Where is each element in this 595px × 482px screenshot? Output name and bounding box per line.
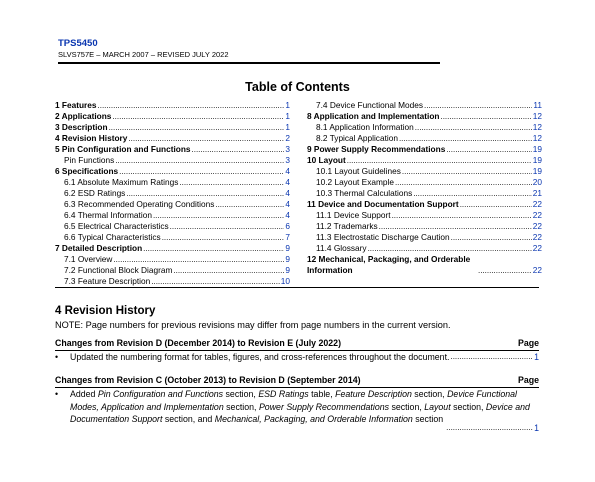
toc-entry-page-link[interactable]: 22 (532, 243, 542, 253)
toc-entry-label: 11.3 Electrostatic Discharge Caution (316, 232, 450, 242)
toc-entry-page-link[interactable]: 3 (285, 155, 290, 165)
change-heading-text: Changes from Revision C (October 2013) to Revision D (September 2014) (55, 375, 361, 385)
section-name: Pin Configuration and Functions (97, 389, 224, 399)
toc-entry-page-link[interactable]: 9 (285, 265, 290, 275)
leader-dots (440, 111, 531, 122)
toc-entry-page-link[interactable]: 22 (532, 199, 542, 209)
change-text-fragment: section, (223, 389, 259, 399)
toc-entry-label: 3 Description (55, 122, 108, 132)
toc-entry-label: 8.2 Typical Application (316, 133, 398, 143)
toc-entry-label: 2 Applications (55, 111, 112, 121)
toc-entry[interactable] (307, 111, 542, 122)
toc-entry[interactable] (307, 166, 542, 177)
toc-entry[interactable] (55, 254, 290, 265)
toc-entry-page-link[interactable]: 4 (285, 210, 290, 220)
change-text-fragment: section, (389, 401, 425, 412)
change-text-fragment: section, (450, 401, 486, 412)
leader-dots (451, 232, 532, 243)
bullet-icon: • (55, 352, 59, 362)
leader-dots (415, 122, 532, 133)
toc-entry[interactable] (55, 155, 290, 166)
toc-entry-label: 5 Pin Configuration and Functions (55, 144, 191, 154)
leader-dots (446, 422, 533, 435)
leader-dots (395, 177, 532, 188)
revision-history-title: 4 Revision History (55, 305, 156, 317)
toc-entry[interactable] (55, 166, 290, 177)
section-name: Feature Description (335, 389, 412, 399)
change-heading-d-to-e (55, 338, 539, 348)
toc-bottom-rule (55, 287, 539, 288)
toc-entry-page-link[interactable]: 10 (280, 276, 290, 286)
change-heading-text: Changes from Revision D (December 2014) to Revision E (July 2022) (55, 338, 341, 348)
toc-right-column (307, 100, 542, 276)
toc-entry[interactable] (55, 177, 290, 188)
leader-dots (151, 276, 280, 287)
toc-entry-label: 10 Layout (307, 155, 346, 165)
change-item-page-link[interactable]: 1 (534, 352, 539, 362)
leader-dots (126, 188, 284, 199)
toc-entry[interactable] (307, 155, 542, 166)
toc-entry-page-link[interactable]: 9 (285, 254, 290, 264)
page-column-header: Page (517, 338, 539, 348)
document-revision-line: SLVS757E – MARCH 2007 – REVISED JULY 2022 (58, 50, 229, 59)
toc-entry[interactable] (55, 243, 290, 254)
toc-entry-page-link[interactable]: 22 (532, 265, 542, 275)
toc-entry-page-link[interactable]: 7 (285, 232, 290, 242)
change-text-fragment: section, and (162, 414, 215, 424)
leader-dots (119, 166, 284, 177)
toc-entry-page-link[interactable]: 11 (533, 100, 542, 110)
leader-dots (112, 111, 284, 122)
toc-entry[interactable] (307, 144, 542, 155)
leader-dots (143, 243, 284, 254)
toc-entry[interactable] (307, 177, 542, 188)
leader-dots (413, 188, 532, 199)
toc-entry-page-link[interactable]: 4 (285, 166, 290, 176)
leader-dots (109, 122, 285, 133)
section-name: Layout (424, 401, 451, 412)
section-name: Device Functional Modes, Application and Implementation (70, 389, 517, 412)
toc-entry[interactable] (55, 188, 290, 199)
revision-note: NOTE: Page numbers for previous revisions may differ from page numbers in the current version. (55, 320, 451, 330)
toc-entry-page-link[interactable]: 12 (532, 122, 542, 132)
toc-entry-page-link[interactable]: 19 (532, 166, 542, 176)
leader-dots (115, 155, 284, 166)
toc-entry[interactable] (307, 133, 542, 144)
toc-entry-page-link[interactable]: 4 (285, 199, 290, 209)
toc-entry[interactable] (307, 210, 542, 221)
toc-entry-page-link[interactable]: 1 (285, 100, 290, 110)
change-text-fragment: section, (411, 389, 448, 399)
toc-entry-page-link[interactable]: 4 (285, 177, 290, 187)
toc-entry-label: 10.3 Thermal Calculations (316, 188, 413, 198)
change-text-fragment: section, (223, 401, 259, 412)
leader-dots (98, 100, 285, 111)
toc-entry-label: 10.1 Layout Guidelines (316, 166, 401, 176)
leader-dots (368, 243, 532, 254)
toc-entry-label: 12 Mechanical, Packaging, and Orderable Information (307, 254, 471, 275)
toc-entry-label: 6.1 Absolute Maximum Ratings (64, 177, 179, 187)
toc-entry[interactable] (55, 122, 290, 133)
leader-dots (215, 199, 284, 210)
toc-entry-page-link[interactable]: 21 (532, 188, 542, 198)
toc-entry[interactable] (307, 188, 542, 199)
toc-entry-label: 6.2 ESD Ratings (64, 188, 126, 198)
leader-dots (153, 210, 284, 221)
leader-dots (450, 351, 533, 364)
toc-entry[interactable] (55, 144, 290, 155)
toc-entry[interactable] (307, 221, 542, 232)
document-part-number[interactable]: TPS5450 (58, 38, 98, 49)
leader-dots (170, 221, 285, 232)
toc-entry[interactable] (307, 199, 542, 210)
toc-entry[interactable] (307, 122, 542, 133)
toc-entry-label: 11 Device and Documentation Support (307, 199, 459, 209)
header-rule (58, 62, 440, 64)
toc-entry[interactable] (55, 265, 290, 276)
toc-entry[interactable] (55, 133, 290, 144)
change-text-fragment: Added (70, 389, 98, 399)
leader-dots (128, 133, 284, 144)
toc-left-column (55, 100, 290, 287)
leader-dots (173, 265, 284, 276)
toc-entry-page-link[interactable]: 19 (532, 144, 542, 154)
toc-entry-page-link[interactable]: 2 (285, 133, 290, 143)
toc-entry[interactable] (55, 199, 290, 210)
toc-entry[interactable] (55, 232, 290, 243)
toc-entry-label: 11.2 Trademarks (316, 221, 378, 231)
toc-entry[interactable] (55, 210, 290, 221)
leader-dots (113, 254, 284, 265)
toc-entry-page-link[interactable]: 22 (532, 210, 542, 220)
change-item (55, 351, 539, 364)
leader-dots (392, 210, 532, 221)
leader-dots (424, 100, 532, 111)
toc-entry-page-link[interactable]: 22 (532, 221, 542, 231)
toc-entry-label: 11.4 Glossary (316, 243, 367, 253)
toc-entry-page-link[interactable]: 1 (285, 122, 290, 132)
section-name: ESD Ratings (258, 389, 309, 399)
toc-entry-label: 6 Specifications (55, 166, 119, 176)
leader-dots (399, 133, 532, 144)
change-item-page-link[interactable]: 1 (534, 423, 539, 433)
change-item (55, 388, 539, 433)
toc-entry-label: 4 Revision History (55, 133, 128, 143)
toc-entry-page-link[interactable]: 9 (285, 243, 290, 253)
toc-entry[interactable] (55, 221, 290, 232)
change-text-fragment: section (412, 414, 444, 424)
toc-entry-label: 7 Detailed Description (55, 243, 143, 253)
leader-dots (347, 155, 532, 166)
toc-entry-page-link[interactable]: 1 (285, 111, 290, 121)
leader-dots (379, 221, 532, 232)
toc-entry-label: 1 Features (55, 100, 97, 110)
toc-entry-page-link[interactable]: 12 (532, 133, 542, 143)
change-text-fragment: table, (308, 389, 336, 399)
page-column-header: Page (517, 375, 539, 385)
section-name: Mechanical, Packaging, and Orderable Information (214, 414, 413, 424)
leader-dots (460, 199, 532, 210)
toc-entry-label: 7.2 Functional Block Diagram (64, 265, 173, 275)
toc-title: Table of Contents (245, 80, 350, 94)
toc-entry[interactable] (307, 100, 542, 111)
toc-entry-label: 6.3 Recommended Operating Conditions (64, 199, 215, 209)
toc-entry-label: 8.1 Application Information (316, 122, 414, 132)
toc-entry-label: 7.1 Overview (64, 254, 113, 264)
toc-entry[interactable] (55, 100, 290, 111)
toc-entry[interactable] (55, 276, 290, 287)
leader-dots (162, 232, 285, 243)
toc-entry-page-link[interactable]: 4 (285, 188, 290, 198)
change-item-text (70, 388, 539, 433)
toc-entry-page-link[interactable]: 6 (285, 221, 290, 231)
toc-entry-page-link[interactable]: 3 (285, 144, 290, 154)
toc-entry[interactable] (307, 232, 542, 243)
leader-dots (446, 144, 531, 155)
toc-entry-label: 6.4 Thermal Information (64, 210, 152, 220)
toc-entry-page-link[interactable]: 20 (532, 177, 542, 187)
toc-entry[interactable] (307, 254, 542, 276)
leader-dots (478, 265, 532, 276)
toc-entry-label: 7.4 Device Functional Modes (316, 100, 423, 110)
leader-dots (179, 177, 284, 188)
toc-entry-label: 6.5 Electrical Characteristics (64, 221, 169, 231)
toc-entry-label: 8 Application and Implementation (307, 111, 440, 121)
section-name: Power Supply Recommendations (258, 401, 390, 412)
toc-entry[interactable] (307, 243, 542, 254)
section-name: Device and Documentation Support (70, 401, 530, 424)
toc-entry-label: 9 Power Supply Recommendations (307, 144, 446, 154)
leader-dots (192, 144, 285, 155)
toc-entry[interactable] (55, 111, 290, 122)
toc-entry-label: 10.2 Layout Example (316, 177, 394, 187)
leader-dots (402, 166, 532, 177)
toc-entry-page-link[interactable]: 12 (532, 111, 542, 121)
toc-entry-label: Pin Functions (64, 155, 115, 165)
toc-entry-label: 7.3 Feature Description (64, 276, 151, 286)
toc-entry-label: 11.1 Device Support (316, 210, 391, 220)
change-heading-c-to-d (55, 375, 539, 385)
bullet-icon: • (55, 389, 59, 399)
toc-entry-page-link[interactable]: 22 (532, 232, 542, 242)
toc-entry-label: 6.6 Typical Characteristics (64, 232, 161, 242)
toc-entry-page-link[interactable]: 19 (532, 155, 542, 165)
change-item-text: Updated the numbering format for tables, figures, and cross-references throughout the document. (70, 352, 450, 362)
